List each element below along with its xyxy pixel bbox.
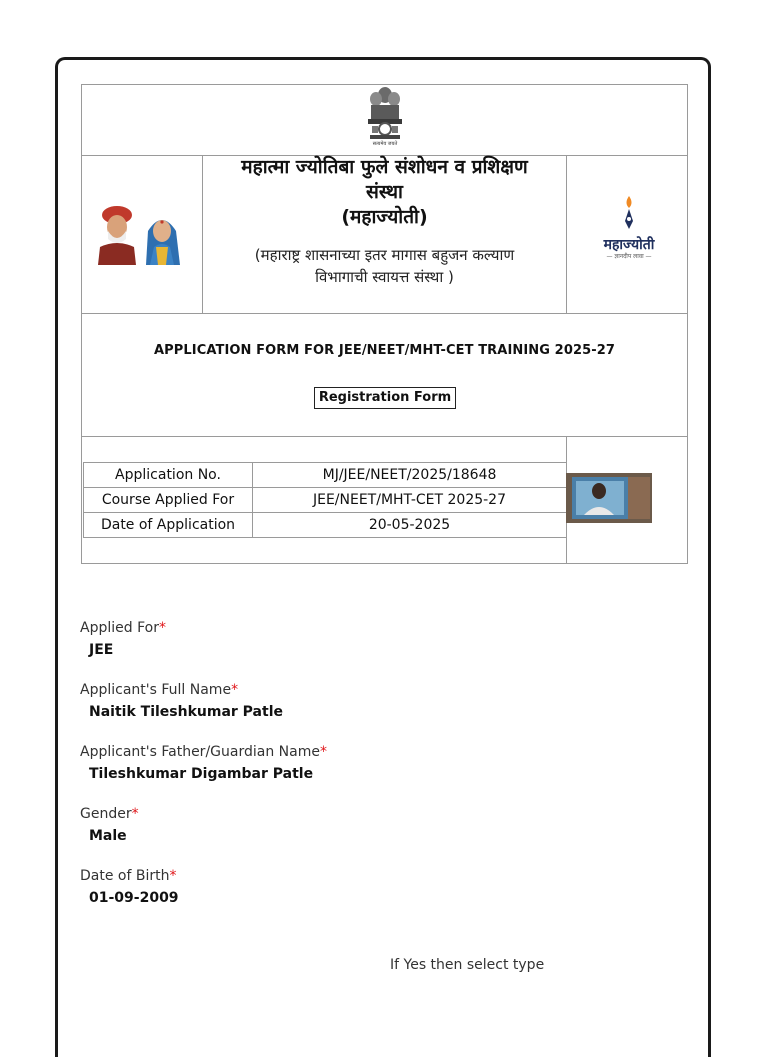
gender-value: Male — [89, 828, 127, 844]
required-mark: * — [158, 620, 166, 636]
dob-label: Date of Birth — [80, 868, 170, 884]
logo-tagline: — ज्ञानदीप लावा — — [606, 253, 652, 260]
org-sub-line2: विभागाची स्वायत्त संस्था ) — [315, 268, 454, 286]
emblem-caption: सत्यमेव जयते — [372, 141, 398, 147]
date-label: Date of Application — [84, 513, 253, 538]
header-table — [81, 84, 688, 564]
mahajyoti-logo — [589, 195, 669, 271]
org-short-name: (महाज्योती) — [341, 206, 428, 228]
required-mark: * — [169, 868, 177, 884]
full-name-value: Naitik Tileshkumar Patle — [89, 704, 283, 720]
required-mark: * — [131, 806, 139, 822]
national-emblem-icon — [364, 85, 406, 151]
org-name-line1: महात्मा ज्योतिबा फुले संशोधन व प्रशिक्षण — [241, 156, 528, 178]
guardian-name-value: Tileshkumar Digambar Patle — [89, 766, 314, 782]
org-sub-line1: (महाराष्ट्र शासनाच्या इतर मागास बहुजन कल्याण — [254, 246, 515, 264]
org-title-block — [202, 155, 567, 288]
applied-for-field — [80, 618, 680, 662]
guardian-name-label: Applicant's Father/Guardian Name — [80, 744, 320, 760]
table-row — [84, 513, 567, 538]
date-value: 20-05-2025 — [253, 513, 567, 538]
guardian-name-field — [80, 742, 680, 786]
applied-for-label: Applied For — [80, 620, 159, 636]
dob-field — [80, 866, 680, 910]
founders-portrait — [96, 201, 190, 265]
logo-text: महाज्योती — [603, 237, 655, 253]
full-name-field — [80, 680, 680, 724]
full-name-label: Applicant's Full Name — [80, 682, 232, 698]
if-yes-type-label: If Yes then select type — [390, 957, 545, 973]
registration-form-label: Registration Form — [314, 387, 456, 409]
gender-label: Gender — [80, 806, 132, 822]
dob-value: 01-09-2009 — [89, 890, 179, 906]
gender-field — [80, 804, 680, 848]
required-mark: * — [319, 744, 327, 760]
course-value: JEE/NEET/MHT-CET 2025-27 — [253, 488, 567, 513]
org-name-line2: संस्था — [366, 181, 403, 203]
lamp-pen-icon — [614, 195, 644, 231]
applicant-photo — [566, 473, 652, 523]
application-info-table — [83, 462, 567, 538]
required-mark: * — [231, 682, 239, 698]
form-title: APPLICATION FORM FOR JEE/NEET/MHT-CET TRAINING 2025-27 — [153, 343, 616, 358]
table-row — [84, 463, 567, 488]
applicant-details — [80, 618, 680, 928]
applied-for-value: JEE — [89, 642, 114, 658]
table-row — [84, 488, 567, 513]
application-no-label: Application No. — [84, 463, 253, 488]
application-no-value: MJ/JEE/NEET/2025/18648 — [253, 463, 567, 488]
course-label: Course Applied For — [84, 488, 253, 513]
